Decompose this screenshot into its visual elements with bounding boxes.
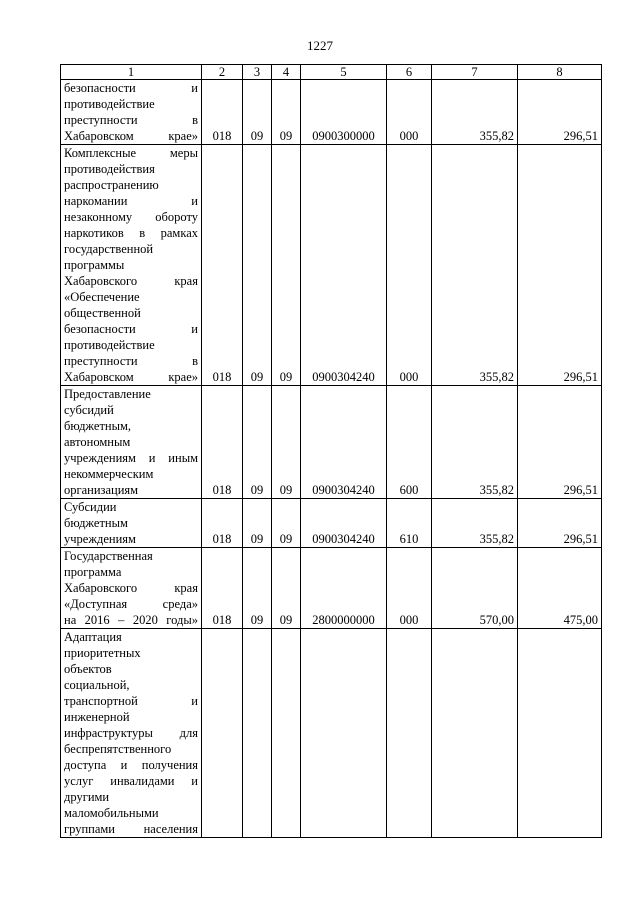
amount-cell	[432, 629, 518, 838]
item-name-line: общественной	[64, 306, 141, 320]
amount-cell: 296,51	[518, 80, 602, 145]
expense-type-cell: 000	[387, 145, 432, 386]
item-name-line: преступности в	[64, 354, 198, 368]
item-name-line: Хабаровском крае»	[64, 370, 198, 384]
table-row	[61, 386, 602, 499]
subsection-code-cell: 09	[272, 548, 301, 629]
item-name-line: социальной,	[64, 678, 130, 692]
item-name-line: «Доступная среда»	[64, 597, 198, 611]
item-name-line: некоммерческим	[64, 467, 154, 481]
item-name-line: транспортной и	[64, 694, 198, 708]
item-name-line: бюджетным,	[64, 419, 132, 433]
target-article-cell: 0900304240	[301, 499, 387, 548]
item-name-line: бюджетным	[64, 516, 128, 530]
section-code-cell: 09	[243, 386, 272, 499]
amount-cell: 355,82	[432, 80, 518, 145]
expense-type-cell: 000	[387, 80, 432, 145]
item-name-cell	[61, 629, 202, 838]
subsection-code-cell: 09	[272, 145, 301, 386]
table-row	[61, 499, 602, 548]
header-row	[61, 65, 602, 80]
item-name-line: субсидий	[64, 403, 114, 417]
section-code-cell: 09	[243, 145, 272, 386]
item-name-line: группами населения	[64, 822, 198, 836]
expense-type-cell: 600	[387, 386, 432, 499]
table-row	[61, 145, 602, 386]
item-name-line: объектов	[64, 662, 112, 676]
ministry-code-cell: 018	[202, 80, 243, 145]
item-name-cell	[61, 80, 202, 145]
item-name-line: на 2016 – 2020 годы»	[64, 613, 198, 627]
column-header: 3	[243, 65, 272, 80]
item-name-line: учреждениям и иным	[64, 451, 198, 465]
item-name-line: организациям	[64, 483, 139, 497]
budget-table	[60, 64, 602, 838]
amount-cell: 296,51	[518, 145, 602, 386]
target-article-cell	[301, 629, 387, 838]
amount-cell	[518, 629, 602, 838]
item-name-line: Предоставление	[64, 387, 151, 401]
subsection-code-cell: 09	[272, 386, 301, 499]
ministry-code-cell	[202, 629, 243, 838]
ministry-code-cell: 018	[202, 499, 243, 548]
table-row	[61, 80, 602, 145]
section-code-cell: 09	[243, 80, 272, 145]
item-name-line: другими	[64, 790, 110, 804]
item-name-line: инфраструктуры для	[64, 726, 198, 740]
item-name-cell	[61, 145, 202, 386]
item-name-line: государственной	[64, 242, 154, 256]
table-row	[61, 629, 602, 838]
page-number: 1227	[307, 38, 333, 53]
subsection-code-cell: 09	[272, 499, 301, 548]
column-header: 6	[387, 65, 432, 80]
amount-cell: 296,51	[518, 499, 602, 548]
item-name-line: «Обеспечение	[64, 290, 140, 304]
section-code-cell	[243, 629, 272, 838]
target-article-cell: 2800000000	[301, 548, 387, 629]
item-name-line: Хабаровского края	[64, 274, 198, 288]
item-name-line: противодействие	[64, 338, 155, 352]
column-header: 2	[202, 65, 243, 80]
section-code-cell: 09	[243, 499, 272, 548]
item-name-line: Хабаровском крае»	[64, 129, 198, 143]
item-name-line: услуг инвалидами и	[64, 774, 198, 788]
item-name-line: противодействия	[64, 162, 155, 176]
column-header: 4	[272, 65, 301, 80]
item-name-line: Комплексные меры	[64, 146, 198, 160]
item-name-line: маломобильными	[64, 806, 159, 820]
expense-type-cell: 000	[387, 548, 432, 629]
item-name-line: распространению	[64, 178, 159, 192]
item-name-line: программа	[64, 565, 122, 579]
target-article-cell: 0900304240	[301, 386, 387, 499]
item-name-cell	[61, 386, 202, 499]
expense-type-cell: 610	[387, 499, 432, 548]
item-name-line: наркотиков в рамках	[64, 226, 198, 240]
target-article-cell: 0900304240	[301, 145, 387, 386]
item-name-line: преступности в	[64, 113, 198, 127]
item-name-line: незаконному обороту	[64, 210, 198, 224]
ministry-code-cell: 018	[202, 386, 243, 499]
item-name-line: приоритетных	[64, 646, 141, 660]
column-header: 5	[301, 65, 387, 80]
item-name-line: наркомании и	[64, 194, 198, 208]
item-name-line: Государственная	[64, 549, 153, 563]
item-name-line: доступа и получения	[64, 758, 198, 772]
amount-cell: 475,00	[518, 548, 602, 629]
item-name-line: программы	[64, 258, 125, 272]
ministry-code-cell: 018	[202, 145, 243, 386]
item-name-line: Субсидии	[64, 500, 117, 514]
item-name-line: инженерной	[64, 710, 130, 724]
item-name-cell	[61, 499, 202, 548]
subsection-code-cell: 09	[272, 80, 301, 145]
target-article-cell: 0900300000	[301, 80, 387, 145]
ministry-code-cell: 018	[202, 548, 243, 629]
item-name-line: учреждениям	[64, 532, 136, 546]
item-name-cell	[61, 548, 202, 629]
item-name-line: беспрепятственного	[64, 742, 172, 756]
amount-cell: 296,51	[518, 386, 602, 499]
item-name-line: Адаптация	[64, 630, 122, 644]
table-row	[61, 548, 602, 629]
amount-cell: 355,82	[432, 386, 518, 499]
item-name-line: безопасности и	[64, 322, 198, 336]
item-name-line: противодействие	[64, 97, 155, 111]
section-code-cell: 09	[243, 548, 272, 629]
item-name-line: безопасности и	[64, 81, 198, 95]
column-header: 8	[518, 65, 602, 80]
amount-cell: 355,82	[432, 145, 518, 386]
amount-cell: 570,00	[432, 548, 518, 629]
column-header: 1	[61, 65, 202, 80]
amount-cell: 355,82	[432, 499, 518, 548]
subsection-code-cell	[272, 629, 301, 838]
item-name-line: Хабаровского края	[64, 581, 198, 595]
item-name-line: автономным	[64, 435, 131, 449]
expense-type-cell	[387, 629, 432, 838]
column-header: 7	[432, 65, 518, 80]
